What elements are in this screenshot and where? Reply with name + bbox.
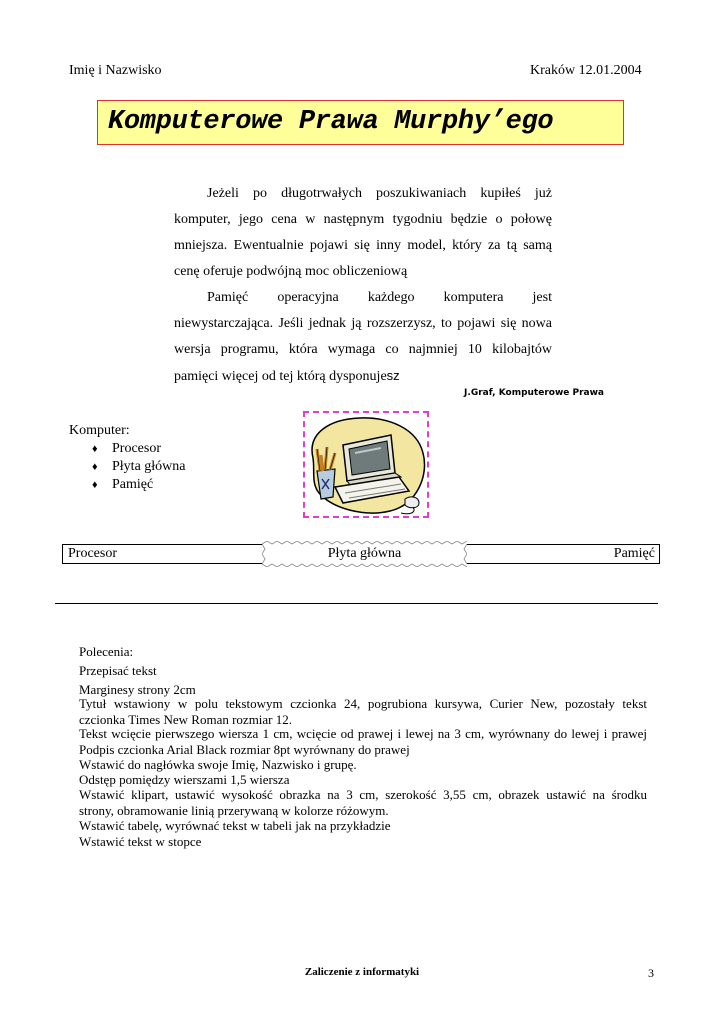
paragraph-2-tail: sz [386, 368, 400, 383]
diamond-bullet-icon: ♦ [92, 479, 98, 491]
instruction-line: Podpis czcionka Arial Black rozmiar 8pt wyrównany do prawej [79, 742, 410, 757]
diamond-bullet-icon: ♦ [92, 443, 98, 455]
instruction-line: Marginesy strony 2cm [79, 682, 196, 697]
instruction-line: Tytuł wstawiony w polu tekstowym czcionka 24, pogrubiona kursywa, Curier New, pozostały tekst [79, 696, 647, 711]
instruction-line: Przepisać tekst [79, 663, 157, 678]
table-cell-center [262, 541, 467, 567]
diamond-bullet-icon: ♦ [92, 461, 98, 473]
header-date: Kraków 12.01.2004 [530, 63, 642, 78]
instruction-line: Wstawić tabelę, wyrównać tekst w tabeli jak na przykładzie [79, 818, 391, 833]
instruction-line: Odstęp pomiędzy wierszami 1,5 wiersza [79, 772, 290, 787]
instruction-line: Wstawić klipart, ustawić wysokość obrazka na 3 cm, szerokość 3,55 cm, obrazek ustawić na środku [79, 787, 647, 802]
table-cell-center-label: Płyta główna [327, 546, 402, 561]
header-name: Imię i Nazwisko [69, 63, 162, 78]
instruction-line: Wstawić tekst w stopce [79, 834, 202, 849]
paragraph-1: Jeżeli po długotrwałych poszukiwaniach kupiłeś już komputer, jego cena w następnym tygodniu będzie o połowę mniejsza. Ewentualnie pojawi się inny model, który za tą samą cenę oferuje podwójną moc obliczeniową [174, 186, 552, 279]
computer-clipart-icon [305, 413, 427, 516]
instruction-line: Tekst wcięcie pierwszego wiersza 1 cm, wcięcie od prawej i lewej na 3 cm, wyrównany do lewej i prawej [79, 726, 647, 741]
page-number: 3 [648, 966, 654, 980]
paragraph-2 [174, 285, 552, 390]
instruction-line: czcionka Times New Roman rozmiar 12. [79, 712, 293, 727]
footer-title: Zaliczenie z informatyki [304, 966, 420, 978]
data-table [62, 544, 660, 564]
list-item: ♦ Płyta główna [92, 459, 186, 474]
list-title: Komputer: [69, 423, 130, 438]
body-text [174, 181, 552, 390]
list-item: ♦ Procesor [92, 441, 161, 456]
instruction-line: strony, obramowanie linią przerywaną w kolorze różowym. [79, 803, 389, 818]
instruction-line: Polecenia: [79, 644, 134, 659]
signature: J.Graf, Komputerowe Prawa [464, 388, 604, 398]
clipart-frame [303, 411, 429, 518]
list-item: ♦ Pamięć [92, 477, 154, 492]
page-title: Komputerowe Prawa Murphy’ego [108, 107, 554, 137]
table-cell-right: Pamięć [613, 546, 655, 561]
title-text-box [97, 100, 624, 145]
paragraph-2-main: Pamięć operacyjna każdego komputera jest niewystarczająca. Jeśli jednak ją rozszerzysz, to pojawi się nowa wersja programu, która wymaga co najmniej 10 kilobajtów pamięci więcej od tej którą dysponuje [174, 290, 552, 384]
table-cell-left: Procesor [68, 546, 117, 561]
horizontal-divider [55, 603, 658, 604]
instruction-line: Wstawić do nagłówka swoje Imię, Nazwisko i grupę. [79, 757, 357, 772]
